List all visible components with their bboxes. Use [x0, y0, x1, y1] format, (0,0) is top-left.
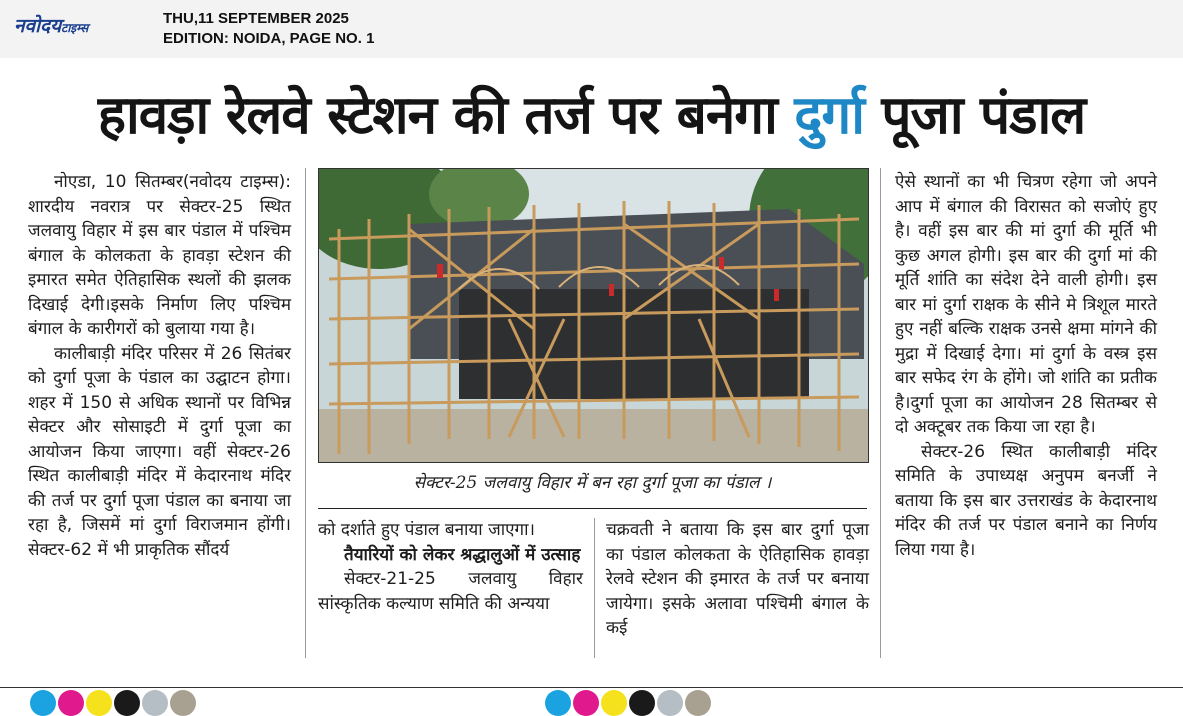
magenta-mark — [58, 690, 84, 716]
cyan-mark — [30, 690, 56, 716]
yellow-mark — [601, 690, 627, 716]
column-divider-3 — [594, 518, 595, 658]
cyan-mark — [545, 690, 571, 716]
caption-divider — [318, 508, 867, 509]
logo-sub: टाइम्स — [61, 21, 89, 35]
grey-mark — [142, 690, 168, 716]
masthead-bar — [0, 0, 1183, 58]
pandal-photo — [318, 168, 869, 463]
column-1-paragraph-2: कालीबाड़ी मंदिर परिसर में 26 सितंबर को दुर्गा पूजा के पंडाल का उद्घाटन होगा। शहर में 150 से अधिक स्थानों पर विभिन्न सेक्टर और सोसाइटी में दुर्गा पूजा का आयोजन किया जाएगा। वहीं सेक्टर-26 स्थित कालीबाड़ी मंदिर में केदारनाथ मंदिर की तर्ज पर दुर्गा पूजा पंडाल का बनाया जा रहा है, जिसमें मां दुर्गा विराजमान होंगी। सेक्टर-62 में भी प्राकृतिक सौंदर्य — [28, 343, 291, 560]
logo-main: नवोदय — [14, 15, 62, 37]
article-column-2 — [318, 518, 583, 616]
column-4-paragraph-1: ऐसे स्थानों का भी चित्रण रहेगा जो अपने आप में बंगाल की विरासत को सजोएं हुए है। वहीं इस बार की मां दुर्गा की मूर्ति भी कुछ अगल होगी। इस बार की दुर्गा मां की मूर्ति शांति का संदेश देने वाली होगी। इस बार मां दुर्गा राक्षक के सीने मे त्रिशूल मारते हुए नहीं बल्कि राक्षक उनसे क्षमा मांगने की मुद्रा में दिखाई देगा। मां दुर्गा के वस्त्र इस बार सफेद रंग के होंगे। जो शांति का प्रतीक है।दुर्गा पूजा का आयोजन 28 सितम्बर से दो अक्टूबर तक किया जा रहा है। — [895, 172, 1157, 437]
column-4-paragraph-2: सेक्टर-26 स्थित कालीबाड़ी मंदिर समिति के उपाध्यक्ष अनुपम बनर्जी ने बताया कि इस बार उत्तराखंड के केदारनाथ मंदिर की तर्ज पर पंडाल बनाने का निर्णय लिया गया है। — [895, 441, 1157, 560]
article-column-4 — [895, 170, 1157, 562]
yellow-mark — [86, 690, 112, 716]
article-column-3 — [606, 518, 869, 641]
black-mark — [114, 690, 140, 716]
dateline — [163, 9, 374, 49]
column-2-subheading: तैयारियों को लेकर श्रद्धालुओं में उत्साह — [344, 544, 581, 565]
column-divider-2 — [880, 168, 881, 658]
page-bottom-rule — [0, 687, 1183, 688]
edition-info: EDITION: NOIDA, PAGE NO. 1 — [163, 30, 375, 47]
scaffolding-image — [319, 169, 868, 462]
article-column-1 — [28, 170, 291, 562]
column-3-paragraph-1: चक्रवती ने बताया कि इस बार दुर्गा पूजा का पंडाल कोलकता के ऐतिहासिक हावड़ा रेलवे स्टेशन की इमारत के तर्ज पर बनाया जायेगा। इसके अलावा पश्चिमी बंगाल के कई — [606, 520, 869, 638]
column-divider-1 — [305, 168, 306, 658]
column-2-paragraph-1: को दर्शाते हुए पंडाल बनाया जाएगा। — [318, 520, 535, 540]
headline — [0, 66, 1183, 166]
column-2-paragraph-2: सेक्टर-21-25 जलवायु विहार सांस्कृतिक कल्याण समिति की अन्यया — [318, 569, 583, 614]
issue-date: THU,11 SEPTEMBER 2025 — [163, 10, 349, 27]
photo-caption: सेक्टर-25 जलवायु विहार में बन रहा दुर्गा पूजा का पंडाल । — [413, 473, 772, 493]
column-1-paragraph-1: नोएडा, 10 सितम्बर(नवोदय टाइम्स): शारदीय नवरात्र पर सेक्टर-25 स्थित जलवायु विहार में इस बार पंडाल में पश्चिम बंगाल के कोलकता के हावड़ा स्टेशन की इमारत समेत ऐतिहासिक स्थलों की झलक दिखाई देगी।इसके निर्माण लिए पश्चिम बंगाल के कारीगरों को बुलाया गया है। — [28, 172, 291, 339]
grey-mark — [657, 690, 683, 716]
black-mark — [629, 690, 655, 716]
tan-mark — [685, 690, 711, 716]
headline-part1: हावड़ा रेलवे स्टेशन की तर्ज पर बनेगा — [97, 85, 795, 146]
newspaper-logo — [14, 12, 88, 38]
magenta-mark — [573, 690, 599, 716]
headline-highlight: दुर्गा — [794, 85, 864, 146]
headline-part2: पूजा पंडाल — [863, 85, 1086, 146]
tan-mark — [170, 690, 196, 716]
